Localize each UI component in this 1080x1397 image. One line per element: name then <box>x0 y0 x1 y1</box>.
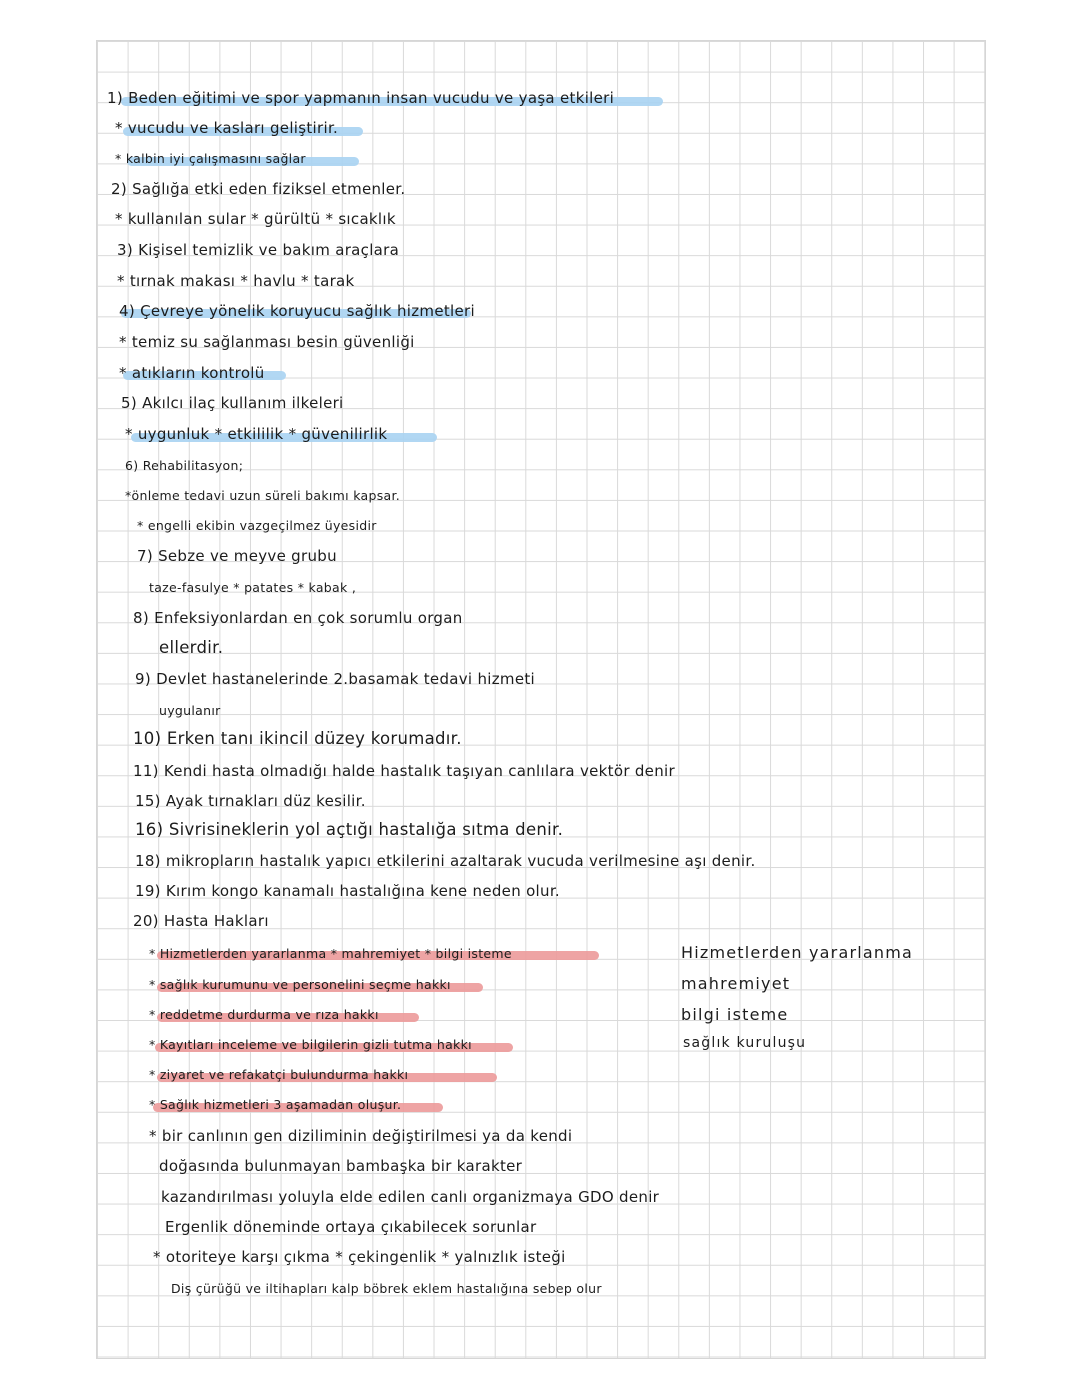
note-line: 9) Devlet hastanelerinde 2.basamak tedavi hizmeti <box>135 670 536 688</box>
note-line: taze-fasulye * patates * kabak , <box>149 580 357 595</box>
note-line: * temiz su sağlanması besin güvenliği <box>119 333 415 351</box>
note-line: 2) Sağlığa etki eden fiziksel etmenler. <box>111 180 406 198</box>
note-line: * otoriteye karşı çıkma * çekingenlik * yalnızlık isteği <box>153 1248 566 1266</box>
note-line: * ziyaret ve refakatçi bulundurma hakkı <box>149 1067 409 1082</box>
note-line: * engelli ekibin vazgeçilmez üyesidir <box>137 518 377 533</box>
note-line: * sağlık kurumunu ve personelini seçme hakkı <box>149 977 451 992</box>
note-line: Ergenlik döneminde ortaya çıkabilecek sorunlar <box>165 1218 537 1236</box>
note-line: Diş çürüğü ve iltihapları kalp böbrek eklem hastalığına sebep olur <box>171 1281 602 1296</box>
note-line: * Sağlık hizmetleri 3 aşamadan oluşur. <box>149 1097 402 1112</box>
note-line: 20) Hasta Hakları <box>133 912 269 930</box>
note-line: * reddetme durdurma ve rıza hakkı <box>149 1007 379 1022</box>
side-note: bilgi isteme <box>681 1005 789 1024</box>
note-line: *önleme tedavi uzun süreli bakımı kapsar. <box>125 488 401 503</box>
note-line: 11) Kendi hasta olmadığı halde hastalık taşıyan canlılara vektör denir <box>133 762 675 780</box>
note-line: 3) Kişisel temizlik ve bakım araçlara <box>117 241 400 259</box>
note-line: * atıkların kontrolü <box>119 364 265 382</box>
note-line: 4) Çevreye yönelik koruyucu sağlık hizmetleri <box>119 302 475 320</box>
note-line: 19) Kırım kongo kanamalı hastalığına kene neden olur. <box>135 882 560 900</box>
note-line: 18) mikropların hastalık yapıcı etkilerini azaltarak vucuda verilmesine aşı denir. <box>135 852 756 870</box>
note-line: * tırnak makası * havlu * tarak <box>117 272 355 290</box>
note-line: 16) Sivrisineklerin yol açtığı hastalığa sıtma denir. <box>135 820 564 839</box>
note-line: doğasında bulunmayan bambaşka bir karakter <box>159 1157 523 1175</box>
side-note: Hizmetlerden yararlanma <box>681 943 914 962</box>
note-line: * uygunluk * etkililik * güvenilirlik <box>125 425 388 443</box>
note-line: 15) Ayak tırnakları düz kesilir. <box>135 792 366 810</box>
note-line: * Hizmetlerden yararlanma * mahremiyet * bilgi isteme <box>149 946 512 961</box>
note-line: * Kayıtları inceleme ve bilgilerin gizli tutma hakkı <box>149 1037 472 1052</box>
note-line: 8) Enfeksiyonlardan en çok sorumlu organ <box>133 609 463 627</box>
note-line: 6) Rehabilitasyon; <box>125 458 244 473</box>
note-line: 10) Erken tanı ikincil düzey korumadır. <box>133 729 462 748</box>
note-line: 5) Akılcı ilaç kullanım ilkeleri <box>121 394 344 412</box>
note-line: * bir canlının gen diziliminin değiştirilmesi ya da kendi <box>149 1127 573 1145</box>
note-line: 7) Sebze ve meyve grubu <box>137 547 337 565</box>
grid-paper-page <box>96 40 986 1359</box>
note-line: ellerdir. <box>159 638 224 657</box>
note-line: 1) Beden eğitimi ve spor yapmanın insan vucudu ve yaşa etkileri <box>107 89 615 107</box>
side-note: mahremiyet <box>681 974 791 993</box>
note-line: * vucudu ve kasları geliştirir. <box>115 119 339 137</box>
note-line: * kullanılan sular * gürültü * sıcaklık <box>115 210 396 228</box>
note-line: * kalbin iyi çalışmasını sağlar <box>115 151 306 166</box>
note-line: uygulanır <box>159 703 221 718</box>
side-note: sağlık kuruluşu <box>683 1035 807 1051</box>
note-line: kazandırılması yoluyla elde edilen canlı organizmaya GDO denir <box>161 1188 660 1206</box>
